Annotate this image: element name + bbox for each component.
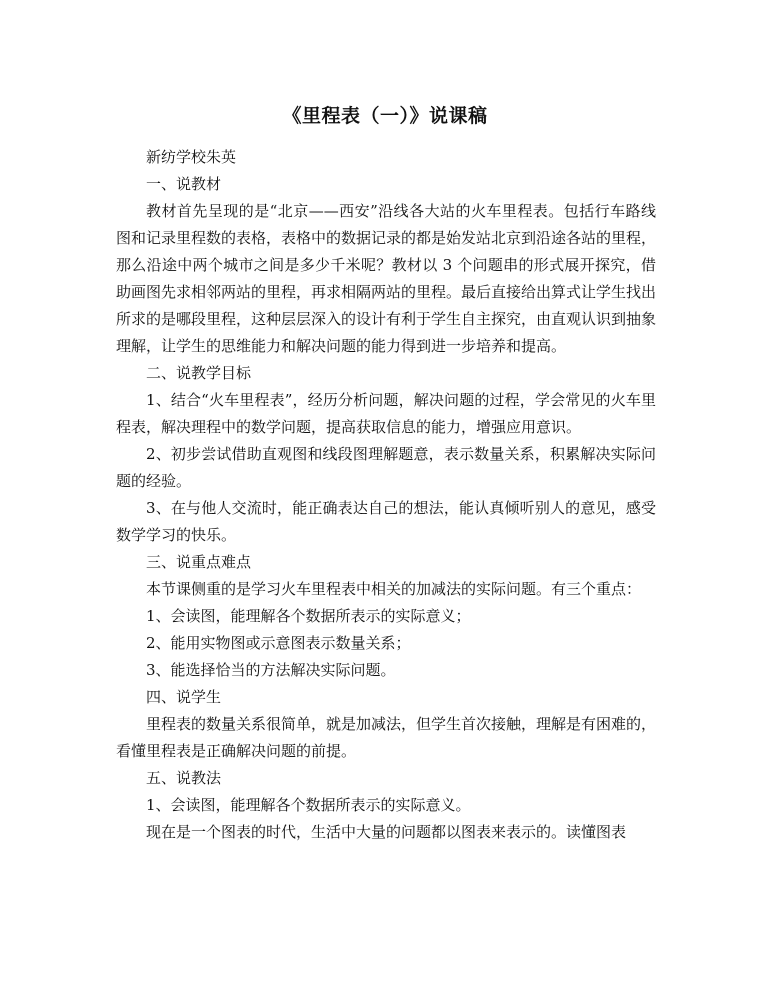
document-body bbox=[116, 144, 656, 846]
paragraph: 教材首先呈现的是“北京——西安”沿线各大站的火车里程表。包括行车路线图和记录里程数的表格，表格中的数据记录的都是始发站北京到沿途各站的里程，那么沿途中两个城市之间是多少千米呢？教材以 3 个问题串的形式展开探究，借助画图先求相邻两站的里程，再求相隔两站的里程。最后直接给出算式让学生找出所求的是哪段里程，这种层层深入的设计有利于学生自主探究，由直观认识到抽象理解，让学生的思维能力和解决问题的能力得到进一步培养和提高。 bbox=[116, 202, 657, 355]
document-title: 《里程表（一）》说课稿 bbox=[282, 105, 488, 127]
section-heading: 五、说教法 bbox=[146, 769, 222, 787]
section-heading: 二、说教学目标 bbox=[146, 364, 252, 382]
section-heading: 一、说教材 bbox=[146, 175, 222, 193]
list-item: 2、初步尝试借助直观图和线段图理解题意，表示数量关系，积累解决实际问题的经验。 bbox=[116, 445, 656, 490]
list-item: 2、能用实物图或示意图表示数量关系； bbox=[146, 634, 411, 652]
list-item: 1、会读图，能理解各个数据所表示的实际意义。 bbox=[146, 796, 471, 814]
author-line: 新纺学校朱英 bbox=[146, 148, 237, 166]
list-item: 1、结合“火车里程表”，经历分析问题，解决问题的过程，学会常见的火车里程表，解决理程中的数学问题，提高获取信息的能力，增强应用意识。 bbox=[116, 391, 656, 436]
paragraph: 里程表的数量关系很简单，就是加减法，但学生首次接触，理解是有困难的，看懂里程表是正确解决问题的前提。 bbox=[116, 715, 657, 760]
section-heading: 四、说学生 bbox=[146, 688, 222, 706]
list-item: 1、会读图，能理解各个数据所表示的实际意义； bbox=[146, 607, 471, 625]
section-heading: 三、说重点难点 bbox=[146, 553, 252, 571]
list-item: 3、能选择恰当的方法解决实际问题。 bbox=[146, 661, 396, 679]
paragraph: 本节课侧重的是学习火车里程表中相关的加减法的实际问题。有三个重点： bbox=[146, 580, 642, 598]
paragraph: 现在是一个图表的时代，生活中大量的问题都以图表来表示的。读懂图表 bbox=[146, 823, 627, 841]
list-item: 3、在与他人交流时，能正确表达自己的想法，能认真倾听别人的意见，感受数学学习的快乐。 bbox=[116, 499, 656, 544]
